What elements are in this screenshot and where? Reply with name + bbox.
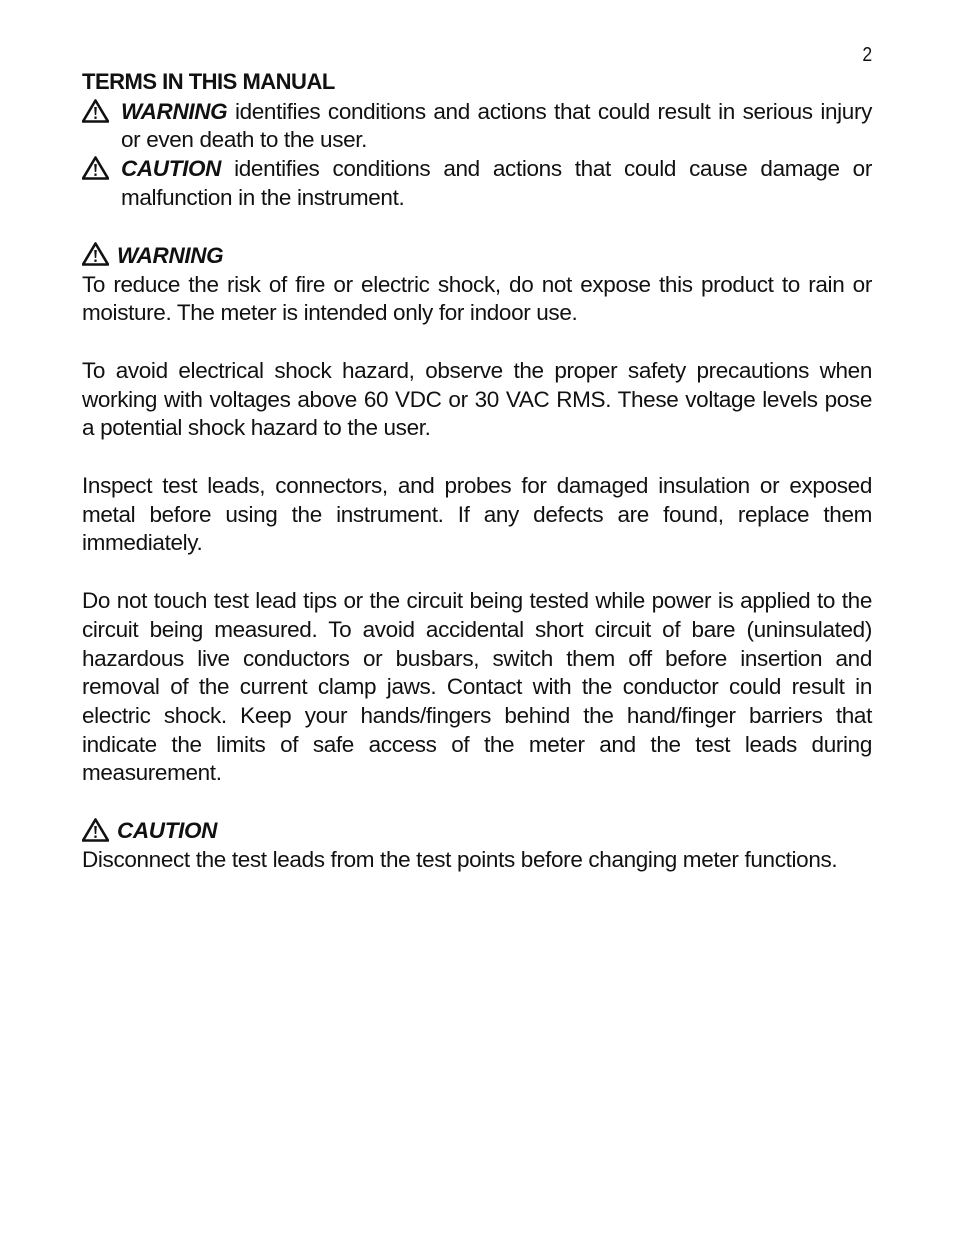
- warning-paragraph: To reduce the risk of fire or electric shock, do not expose this product to rain or moisture. The meter is intended only for indoor use.: [82, 271, 872, 326]
- warning-triangle-icon: [82, 99, 109, 123]
- term-description: identifies conditions and actions that could result in serious injury or even death to the user.: [121, 98, 872, 153]
- term-warning: [82, 98, 872, 155]
- warning-triangle-icon: [82, 156, 109, 180]
- caution-heading-label: CAUTION: [117, 818, 218, 844]
- warning-triangle-icon: [82, 818, 109, 842]
- warning-heading: [82, 242, 872, 271]
- term-keyword: WARNING: [121, 98, 228, 124]
- term-description: identifies conditions and actions that could cause damage or malfunction in the instrument.: [121, 156, 872, 210]
- page-content: [82, 68, 872, 875]
- page-number: 2: [862, 44, 872, 66]
- term-keyword: CAUTION: [121, 156, 222, 182]
- terms-heading: TERMS IN THIS MANUAL: [82, 69, 335, 94]
- warning-paragraph: Inspect test leads, connectors, and probes for damaged insulation or exposed metal before using the instrument. If any defects are found, replace them immediately.: [82, 473, 872, 556]
- caution-paragraph: Disconnect the test leads from the test points before changing meter functions.: [82, 847, 838, 873]
- warning-heading-label: WARNING: [117, 242, 224, 268]
- warning-paragraph: To avoid electrical shock hazard, observe the proper safety precautions when working with voltages above 60 VDC or 30 VAC RMS. These voltage levels pose a potential shock hazard to the user.: [82, 357, 872, 441]
- term-caution: [82, 155, 872, 212]
- caution-heading: [82, 817, 872, 846]
- warning-paragraph: Do not touch test lead tips or the circuit being tested while power is applied to the circuit being measured. To avoid accidental short circuit of bare (uninsulated) hazardous live conductors or busbars, switch them off before insertion and removal of the current clamp jaws. Contact with the conductor could result in electric shock. Keep your hands/fingers behind the hand/finger barriers that indicate the limits of safe access of the meter and the test leads during measurement.: [82, 588, 872, 786]
- warning-triangle-icon: [82, 242, 109, 266]
